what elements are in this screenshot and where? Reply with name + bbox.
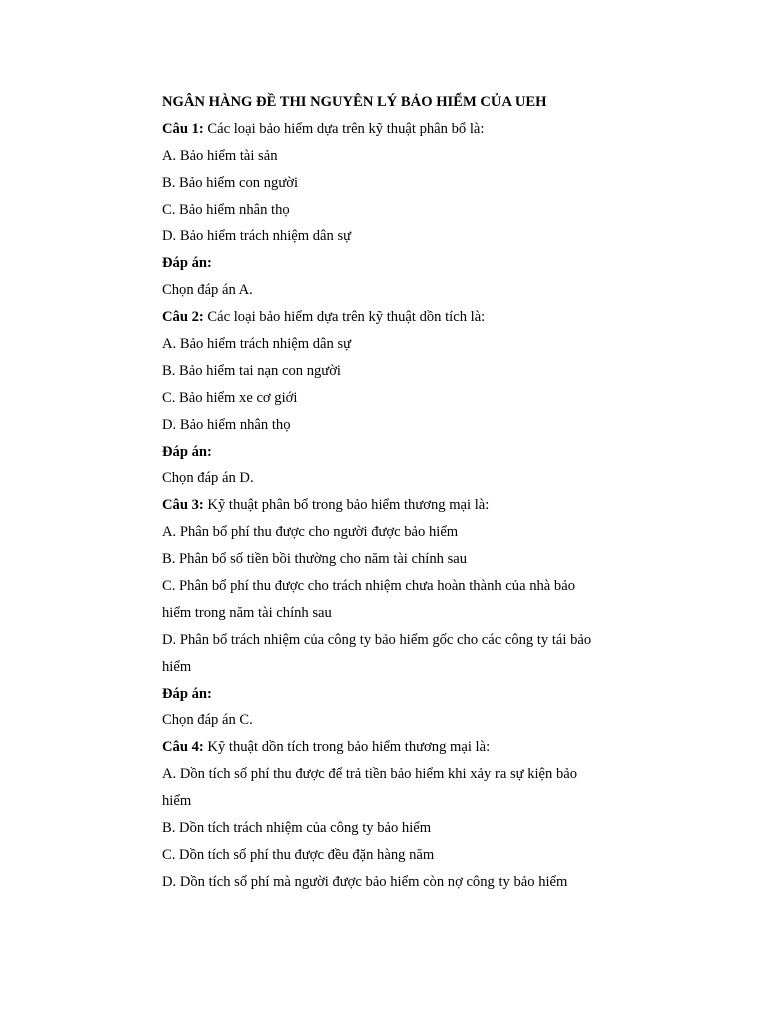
option-line: B. Phân bổ số tiền bồi thường cho năm tài chính sau: [162, 551, 468, 568]
option-line: hiểm: [162, 793, 192, 810]
option-line: C. Dồn tích số phí thu được đều đặn hàng năm: [162, 846, 435, 863]
option-line: B. Dồn tích trách nhiệm của công ty bảo hiểm: [162, 820, 432, 837]
question-text: Kỹ thuật dồn tích trong bảo hiểm thương mại là:: [203, 739, 491, 756]
option-line: C. Bảo hiểm nhân thọ: [162, 201, 290, 218]
answer-text: Chọn đáp án C.: [162, 712, 253, 729]
option-line: A. Bảo hiểm tài sản: [162, 147, 278, 164]
question-label: Câu 2:: [162, 309, 204, 326]
answer-text: Chọn đáp án D.: [162, 470, 254, 487]
option-line: B. Bảo hiểm tai nạn con người: [162, 362, 341, 379]
option-line: D. Bảo hiểm nhân thọ: [162, 416, 291, 433]
option-line: D. Bảo hiểm trách nhiệm dân sự: [162, 228, 352, 245]
option-line: C. Phân bổ phí thu được cho trách nhiệm chưa hoàn thành của nhà bảo: [162, 578, 576, 595]
question-text: Các loại bảo hiểm dựa trên kỹ thuật phân bổ là:: [203, 120, 485, 137]
option-line: A. Bảo hiểm trách nhiệm dân sự: [162, 336, 352, 353]
document-title: NGÂN HÀNG ĐỀ THI NGUYÊN LÝ BẢO HIỂM CỦA UEH: [162, 94, 547, 110]
option-line: B. Bảo hiểm con người: [162, 174, 299, 191]
answer-text: Chọn đáp án A.: [162, 282, 253, 299]
option-line: hiểm trong năm tài chính sau: [162, 604, 332, 621]
question-text: Các loại bảo hiểm dựa trên kỹ thuật dồn tích là:: [203, 309, 486, 326]
option-line: A. Dồn tích số phí thu được để trả tiền bảo hiểm khi xảy ra sự kiện bảo: [162, 766, 578, 783]
question-label: Câu 4:: [162, 739, 204, 756]
question-4: [162, 734, 622, 761]
question-text: Kỹ thuật phân bổ trong bảo hiểm thương mại là:: [203, 497, 490, 514]
answer-label: Đáp án:: [162, 255, 212, 272]
question-label: Câu 1:: [162, 120, 204, 137]
option-line: hiểm: [162, 658, 192, 675]
answer-label: Đáp án:: [162, 443, 212, 460]
option-line: C. Bảo hiểm xe cơ giới: [162, 389, 298, 406]
question-label: Câu 3:: [162, 497, 204, 514]
document-page: [162, 89, 622, 896]
answer-label: Đáp án:: [162, 685, 212, 702]
question-1: [162, 116, 622, 143]
option-line: A. Phân bổ phí thu được cho người được bảo hiểm: [162, 524, 459, 541]
option-line: D. Dồn tích số phí mà người được bảo hiểm còn nợ công ty bảo hiểm: [162, 873, 568, 890]
question-3: [162, 492, 622, 519]
option-line: D. Phân bổ trách nhiệm của công ty bảo hiểm gốc cho các công ty tái bảo: [162, 631, 592, 648]
question-2: [162, 304, 622, 331]
